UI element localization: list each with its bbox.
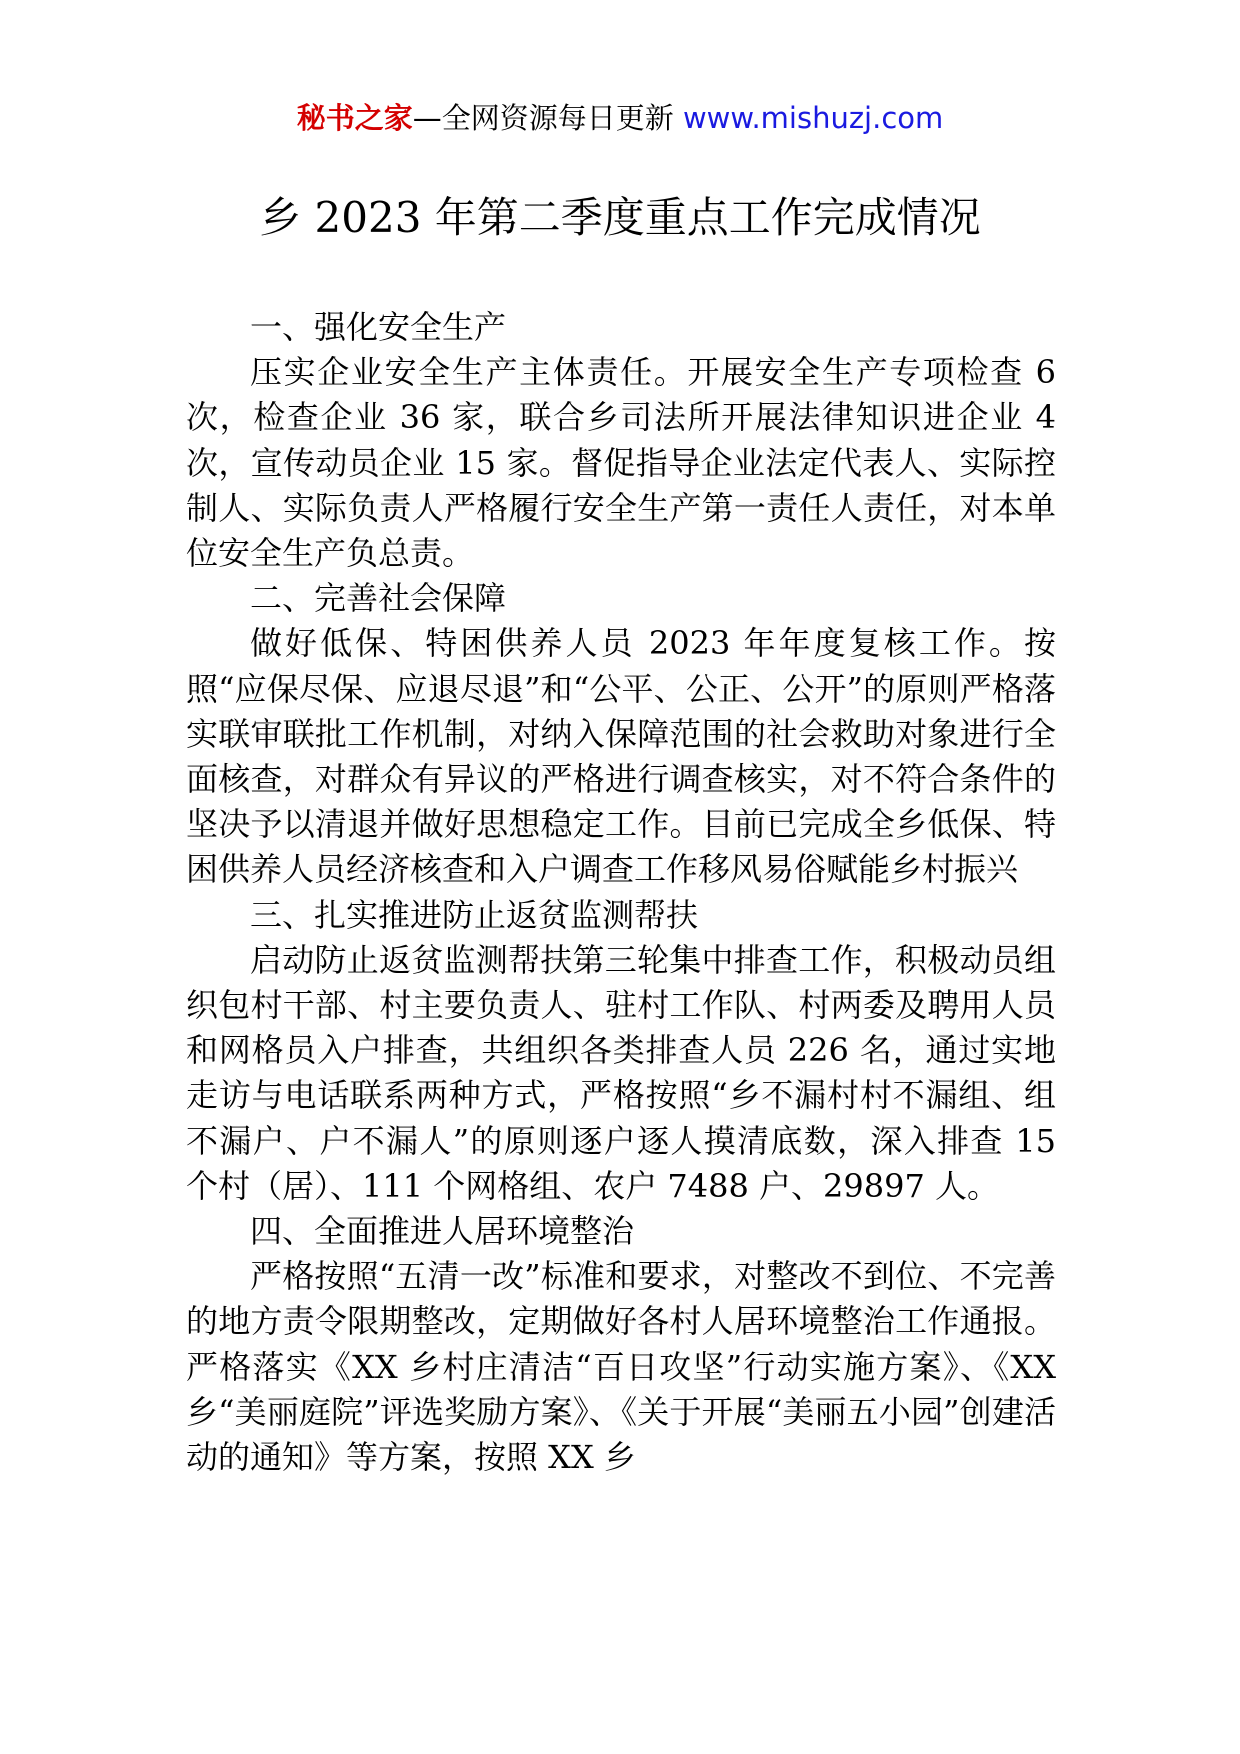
section-heading: 四、全面推进人居环境整治 (250, 1212, 635, 1251)
site-url-link[interactable]: www.mishuzj.com (682, 101, 944, 135)
site-header (0, 98, 1240, 138)
section-paragraph: 严格按照“五清一改”标准和要求，对整改不到位、不完善的地方责令限期整改，定期做好各村人居环境整治工作通报。严格落实《XX 乡村庄清洁“百日攻坚”行动实施方案》、《XX 乡“美丽庭院”评选奖励方案》、《关于开展“美丽五小园”创建活动的通知》等方案，按照 XX 乡 (186, 1257, 1056, 1477)
section-heading: 三、扎实推进防止返贫监测帮扶 (250, 895, 699, 934)
section-paragraph: 做好低保、特困供养人员 2023 年年度复核工作。按照“应保尽保、应退尽退”和“公平、公正、公开”的原则严格落实联审联批工作机制，对纳入保障范围的社会救助对象进行全面核查，对群众有异议的严格进行调查核实，对不符合条件的坚决予以清退并做好思想稳定工作。目前已完成全乡低保、特困供养人员经济核查和入户调查工作移风易俗赋能乡村振兴 (186, 624, 1056, 889)
document-title: 乡 2023 年第二季度重点工作完成情况 (259, 193, 981, 242)
section-heading: 二、完善社会保障 (250, 579, 507, 618)
site-slogan: —全网资源每日更新 (412, 101, 674, 135)
section-paragraph: 启动防止返贫监测帮扶第三轮集中排查工作，积极动员组织包村干部、村主要负责人、驻村工作队、村两委及聘用人员和网格员入户排查，共组织各类排查人员 226 名，通过实地走访与电话联系两种方式，严格按照“乡不漏村村不漏组、组不漏户、户不漏人”的原则逐户逐人摸清底数，深入排查 15 个村（居）、111 个网格组、农户 7488 户、29897 人。 (186, 940, 1056, 1205)
section-heading: 一、强化安全生产 (250, 308, 507, 346)
section-paragraph: 压实企业安全生产主体责任。开展安全生产专项检查 6 次，检查企业 36 家，联合乡司法所开展法律知识进企业 4 次，宣传动员企业 15 家。督促指导企业法定代表人、实际控制人、实际负责人严格履行安全生产第一责任人责任，对本单位安全生产负总责。 (186, 353, 1056, 573)
site-name: 秘书之家 (296, 101, 413, 135)
document-body (186, 305, 1056, 1480)
